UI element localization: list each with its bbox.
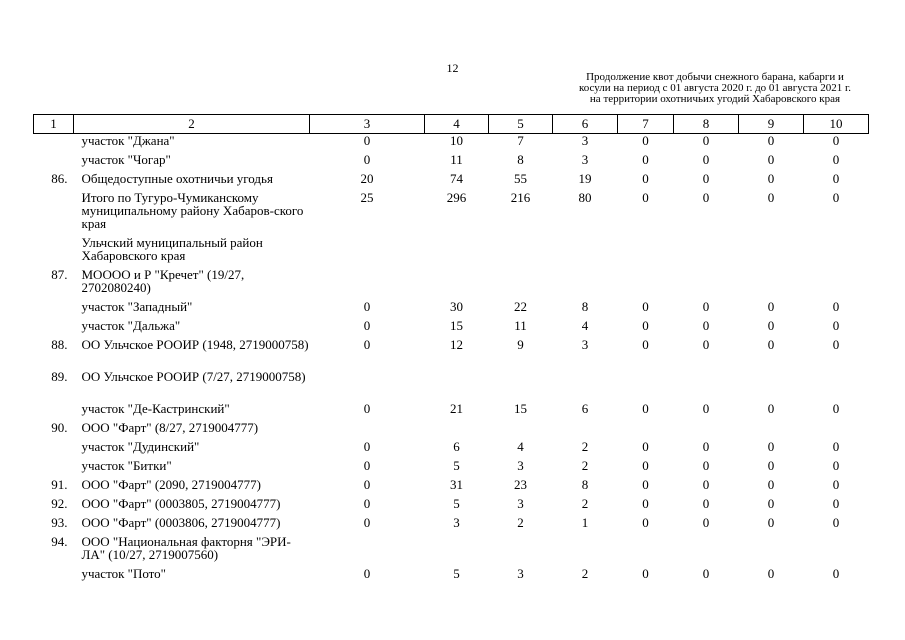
column-header: 4 [425,115,489,134]
hunting-ground-name: участок "Де-Кастринский" [81,400,230,416]
quota-value-col-6: 2 [581,565,589,581]
table-row [34,172,869,191]
quota-value-col-10: 0 [832,151,840,167]
quota-value-col-5: 3 [517,565,524,581]
quota-value-col-9 [739,370,804,402]
quota-value-col-8 [674,535,739,567]
quota-value-col-6: 8 [581,298,589,314]
quota-value-col-4: 5 [453,565,460,581]
quota-value-col-10: 0 [832,514,840,530]
quota-value-col-7: 0 [642,133,649,148]
quota-value-col-3 [310,421,425,440]
quota-value-col-3 [310,236,425,268]
quota-value-col-9 [739,268,804,300]
quota-value-col-8: 0 [702,151,710,167]
quota-value-col-3: 0 [363,151,371,167]
table-row [34,191,869,236]
column-header: 5 [489,115,553,134]
quota-value-col-3: 0 [363,336,371,352]
column-header: 2 [74,115,310,134]
row-number [34,402,74,421]
quota-value-col-10: 0 [832,476,840,492]
quota-value-col-9: 0 [767,133,775,148]
quota-value-col-4 [425,535,489,567]
quota-value-col-5: 3 [517,457,524,473]
quota-value-col-9: 0 [767,438,775,454]
quota-value-col-4: 6 [453,438,460,454]
row-number [34,319,74,338]
column-header: 8 [674,115,739,134]
hunting-ground-name: МООOO и Р "Кречет" (19/27, 2702080240) [81,266,245,295]
quota-value-col-7: 0 [642,565,649,581]
quota-value-col-6 [553,535,618,567]
quota-value-col-3 [310,268,425,300]
quota-value-col-4: 74 [450,170,463,186]
quota-value-col-9 [739,421,804,440]
quota-value-col-9: 0 [767,457,775,473]
quota-value-col-8: 0 [702,298,710,314]
quota-value-col-5: 11 [514,317,527,333]
table-row [34,402,869,421]
quota-value-col-5: 55 [514,170,527,186]
quota-value-col-10: 0 [832,133,840,148]
hunting-ground-name: Общедоступные охотничьи угодья [81,170,273,186]
hunting-ground-name: ООО "Фарт" (0003805, 2719004777) [81,495,281,511]
table-row [34,421,869,440]
quota-value-col-8: 0 [702,400,710,416]
quota-value-col-4: 5 [453,495,460,511]
quota-value-col-3: 0 [363,438,371,454]
quota-value-col-6 [553,421,618,440]
quota-value-col-9: 0 [767,170,775,186]
quota-value-col-4: 11 [450,151,463,167]
quota-value-col-6: 3 [581,151,589,167]
quota-value-col-7: 0 [642,317,649,333]
quota-value-col-5 [489,535,553,567]
quota-value-col-5: 15 [514,400,527,416]
caption-line: на территории охотничьих угодий Хабаровского края [589,93,841,105]
quota-value-col-6 [553,268,618,300]
row-number: 90. [51,419,68,435]
caption-line: Продолжение квот добычи снежного барана, кабарги и [586,71,844,83]
table-body [34,134,869,586]
quota-value-col-7 [618,236,674,268]
quota-value-col-3: 0 [363,565,371,581]
quota-value-col-10: 0 [832,565,840,581]
quota-value-col-8 [674,421,739,440]
quota-value-col-4: 296 [446,189,467,205]
quota-value-col-5 [489,421,553,440]
column-header: 7 [618,115,674,134]
quota-value-col-5: 2 [517,514,524,530]
quota-value-col-7: 0 [642,170,649,186]
quota-value-col-5: 22 [514,298,527,314]
quota-value-col-8: 0 [702,476,710,492]
quota-value-col-6: 80 [578,189,592,205]
row-number: 89. [51,368,68,384]
row-number: 88. [51,336,68,352]
quota-value-col-3: 25 [360,189,374,205]
quota-value-col-7: 0 [642,189,649,205]
row-number [34,191,74,236]
quota-value-col-10 [804,421,869,440]
quota-value-col-5: 9 [517,336,524,352]
row-number [34,300,74,319]
table-row [34,567,869,586]
quota-value-col-10: 0 [832,317,840,333]
quota-value-col-4: 12 [450,336,463,352]
quota-value-col-9: 0 [767,400,775,416]
quota-table [33,114,869,586]
row-number: 93. [51,514,68,530]
quota-value-col-7 [618,268,674,300]
quota-value-col-9: 0 [767,336,775,352]
quota-value-col-4: 30 [450,298,463,314]
column-header: 9 [739,115,804,134]
row-number: 86. [51,170,68,186]
quota-value-col-5 [489,236,553,268]
quota-value-col-6: 4 [581,317,589,333]
quota-value-col-10 [804,236,869,268]
quota-value-col-5 [489,268,553,300]
quota-value-col-4: 15 [450,317,463,333]
quota-value-col-10: 0 [832,189,840,205]
quota-value-col-8: 0 [702,565,710,581]
row-number: 94. [51,533,68,549]
table-continuation-caption [545,72,885,105]
quota-value-col-8: 0 [702,170,710,186]
quota-value-col-5: 7 [517,133,524,148]
quota-value-col-10: 0 [832,495,840,511]
quota-value-col-9 [739,236,804,268]
row-number [34,440,74,459]
quota-value-col-7: 0 [642,151,649,167]
quota-value-col-10: 0 [832,400,840,416]
quota-value-col-3: 20 [360,170,374,186]
quota-value-col-7: 0 [642,457,649,473]
quota-value-col-7: 0 [642,400,649,416]
row-number [34,459,74,478]
quota-value-col-9 [739,535,804,567]
quota-value-col-10: 0 [832,336,840,352]
quota-value-col-10 [804,370,869,402]
quota-value-col-7 [618,421,674,440]
quota-value-col-3: 0 [363,317,371,333]
quota-value-col-3: 0 [363,133,371,148]
quota-value-col-9: 0 [767,514,775,530]
quota-value-col-6: 19 [578,170,592,186]
quota-value-col-6: 8 [581,476,589,492]
quota-value-col-3 [310,370,425,402]
table-row [34,338,869,370]
quota-value-col-9: 0 [767,298,775,314]
quota-value-col-3: 0 [363,400,371,416]
row-number: 92. [51,495,68,511]
table-row [34,478,869,497]
quota-value-col-4 [425,268,489,300]
hunting-ground-name: ООО "Национальная факторня "ЭРИ-ЛА" (10/27, 2719007560) [81,533,291,562]
quota-value-col-5: 216 [510,189,531,205]
quota-value-col-9: 0 [767,317,775,333]
row-number [34,236,74,268]
quota-value-col-4 [425,421,489,440]
table-row [34,535,869,567]
hunting-ground-name: Ульчский муниципальный район Хабаровского края [81,234,263,263]
table-row [34,300,869,319]
column-header: 3 [310,115,425,134]
quota-value-col-8 [674,236,739,268]
quota-value-col-4: 21 [450,400,463,416]
quota-value-col-3: 0 [363,298,371,314]
quota-value-col-3: 0 [363,476,371,492]
quota-value-col-6 [553,370,618,402]
quota-value-col-8: 0 [702,133,710,148]
column-header: 1 [34,115,74,134]
hunting-ground-name: участок "Дудинский" [81,438,200,454]
quota-value-col-6: 2 [581,438,589,454]
quota-value-col-6: 2 [581,457,589,473]
quota-value-col-10 [804,268,869,300]
hunting-ground-name: ООО "Фарт" (2090, 2719004777) [81,476,261,492]
quota-value-col-8: 0 [702,514,710,530]
row-number [34,153,74,172]
table-row [34,153,869,172]
quota-value-col-10: 0 [832,457,840,473]
quota-value-col-7 [618,535,674,567]
quota-value-col-10 [804,535,869,567]
table-row [34,370,869,402]
quota-value-col-5: 3 [517,495,524,511]
quota-value-col-5 [489,370,553,402]
hunting-ground-name: ООО "Фарт" (0003806, 2719004777) [81,514,281,530]
column-header-row [34,115,869,134]
quota-value-col-10: 0 [832,298,840,314]
quota-value-col-5: 8 [517,151,524,167]
quota-value-col-7: 0 [642,298,649,314]
hunting-ground-name: участок "Джана" [81,133,175,148]
quota-value-col-9: 0 [767,151,775,167]
page-number: 12 [446,61,459,75]
quota-value-col-7: 0 [642,514,649,530]
row-number: 91. [51,476,68,492]
quota-value-col-6 [553,236,618,268]
column-header: 6 [553,115,618,134]
table-row [34,497,869,516]
quota-value-col-8: 0 [702,317,710,333]
hunting-ground-name: Итого по Тугуро-Чумиканскому муниципальному району Хабаров-ского края [81,189,304,231]
row-number: 87. [51,266,68,282]
quota-value-col-7: 0 [642,495,649,511]
row-number [34,134,74,153]
quota-value-col-4 [425,236,489,268]
quota-value-col-8 [674,370,739,402]
quota-value-col-3 [310,535,425,567]
hunting-ground-name: ООО "Фарт" (8/27, 2719004777) [81,419,259,435]
table-row [34,134,869,153]
quota-value-col-6: 1 [581,514,589,530]
caption-line: косули на период с 01 августа 2020 г. до 01 августа 2021 г. [578,82,851,94]
quota-value-col-7 [618,370,674,402]
quota-value-col-8: 0 [702,457,710,473]
hunting-ground-name: участок "Западный" [81,298,193,314]
quota-value-col-6: 2 [581,495,589,511]
table-row [34,268,869,300]
quota-value-col-8: 0 [702,336,710,352]
table-row [34,516,869,535]
table-row [34,459,869,478]
quota-value-col-9: 0 [767,189,775,205]
quota-value-col-3: 0 [363,514,371,530]
quota-value-col-8: 0 [702,189,710,205]
quota-value-col-3: 0 [363,495,371,511]
quota-value-col-3: 0 [363,457,371,473]
quota-value-col-5: 23 [514,476,527,492]
hunting-ground-name: участок "Битки" [81,457,172,473]
quota-value-col-5: 4 [517,438,524,454]
quota-value-col-6: 3 [581,336,589,352]
quota-value-col-7: 0 [642,438,649,454]
table-row [34,236,869,268]
table-row [34,440,869,459]
quota-value-col-8 [674,268,739,300]
quota-value-col-4: 10 [450,133,463,148]
quota-value-col-9: 0 [767,476,775,492]
quota-value-col-4: 3 [453,514,460,530]
quota-value-col-7: 0 [642,336,649,352]
hunting-ground-name: участок "Чогар" [81,151,171,167]
quota-value-col-6: 3 [581,133,589,148]
quota-value-col-4 [425,370,489,402]
hunting-ground-name: участок "Дальжа" [81,317,181,333]
quota-value-col-9: 0 [767,495,775,511]
quota-value-col-9: 0 [767,565,775,581]
table-row [34,319,869,338]
quota-value-col-10: 0 [832,170,840,186]
quota-value-col-10: 0 [832,438,840,454]
hunting-ground-name: ОО Ульчское РООИР (7/27, 2719000758) [81,368,306,384]
quota-value-col-4: 5 [453,457,460,473]
hunting-ground-name: ОО Ульчское РООИР (1948, 2719000758) [81,336,309,352]
quota-value-col-7: 0 [642,476,649,492]
quota-value-col-6: 6 [581,400,589,416]
quota-value-col-8: 0 [702,495,710,511]
quota-value-col-8: 0 [702,438,710,454]
row-number [34,567,74,586]
hunting-ground-name: участок "Пото" [81,565,166,581]
quota-value-col-4: 31 [450,476,463,492]
column-header: 10 [804,115,869,134]
